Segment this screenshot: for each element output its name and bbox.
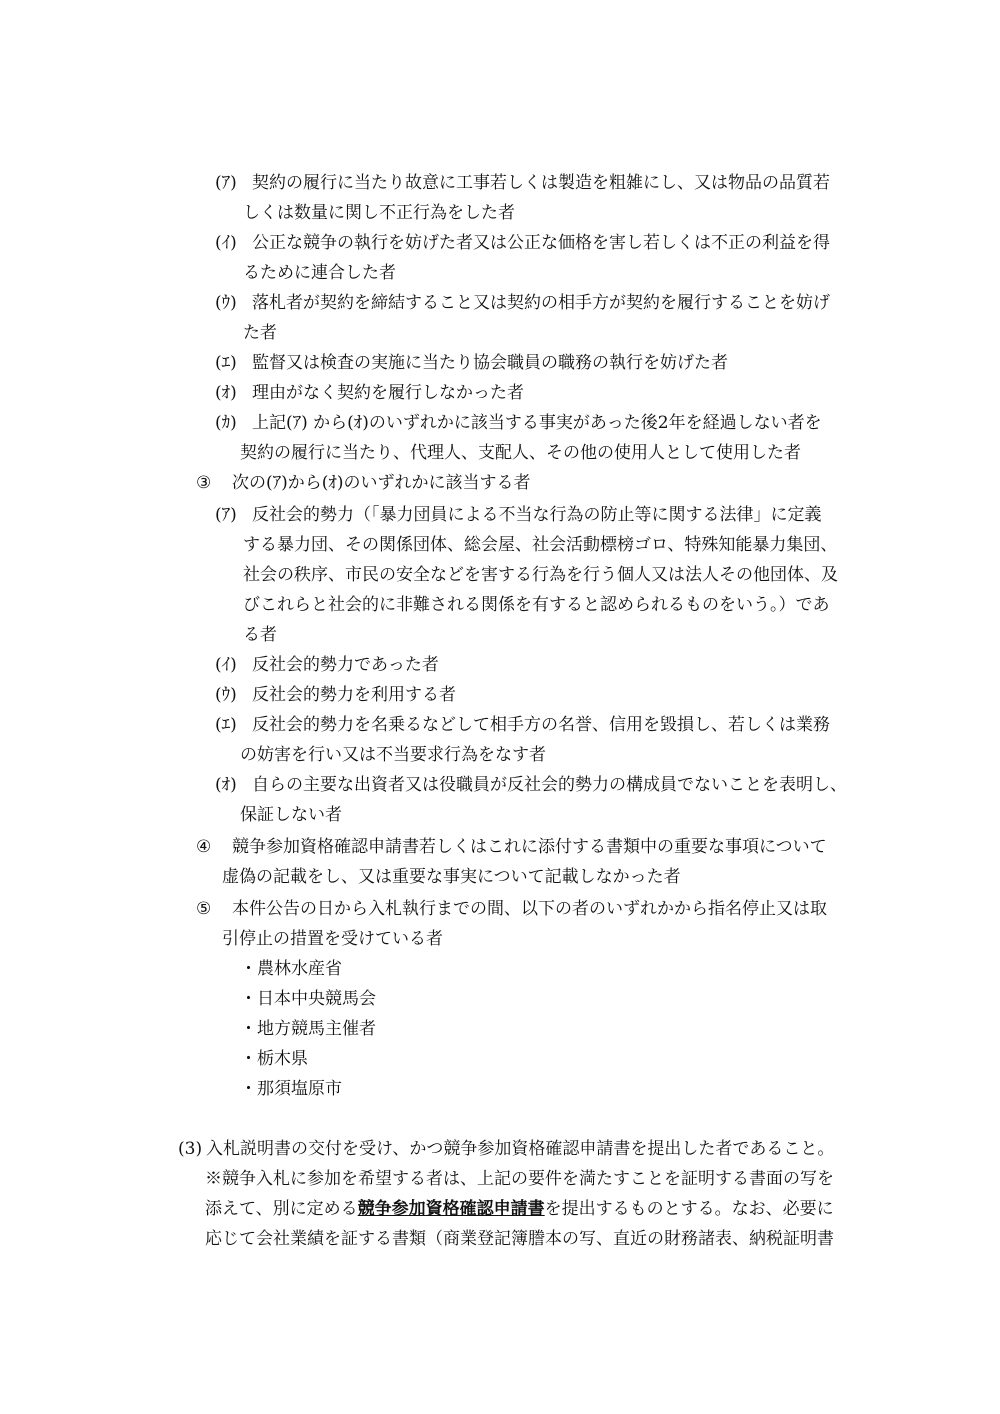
clause-b-cont: るために連合した者 <box>243 263 396 283</box>
item3-clause-a-cont: る者 <box>243 625 277 645</box>
item-text: 次の(ｱ)から(ｵ)のいずれかに該当する者 <box>232 473 531 493</box>
item3-clause-b <box>215 655 439 675</box>
clause-a <box>215 173 830 193</box>
item3-clause-a <box>215 505 822 525</box>
clause-marker: (ｵ) <box>215 383 237 403</box>
item3-clause-a-cont: 社会の秩序、市民の安全などを害する行為を行う個人又は法人その他団体、及 <box>243 565 838 585</box>
item3-clause-e-cont: 保証しない者 <box>240 805 342 825</box>
item-5 <box>196 899 827 919</box>
item3-clause-c <box>215 685 456 705</box>
clause-f <box>215 413 822 433</box>
clause-marker: (ｵ) <box>215 775 237 795</box>
clause-marker: (ｴ) <box>215 715 237 735</box>
item-marker: ③ <box>196 473 212 493</box>
clause-text: 反社会的勢力（「暴力団員による不当な行為の防止等に関する法律」に定義 <box>252 505 822 525</box>
item-marker: ⑤ <box>196 899 212 919</box>
clause-f-cont: 契約の履行に当たり、代理人、支配人、その他の使用人として使用した者 <box>240 443 801 463</box>
clause-marker: (ｳ) <box>215 293 237 313</box>
clause-a-cont: しくは数量に関し不正行為をした者 <box>243 203 515 223</box>
list-item: ・農林水産省 <box>240 959 342 979</box>
clause-text: 反社会的勢力であった者 <box>252 655 439 675</box>
list-item: ・栃木県 <box>240 1049 308 1069</box>
item3-clause-d-cont: の妨害を行い又は不当要求行為をなす者 <box>240 745 546 765</box>
list-item: ・那須塩原市 <box>240 1079 342 1099</box>
clause-text: 監督又は検査の実施に当たり協会職員の職務の執行を妨げた者 <box>252 353 728 373</box>
clause-marker: (ｲ) <box>215 655 237 675</box>
clause-marker: (ｴ) <box>215 353 237 373</box>
item-4 <box>196 837 827 857</box>
item-4-cont: 虚偽の記載をし、又は重要な事実について記載しなかった者 <box>222 867 681 887</box>
section-3 <box>178 1139 834 1159</box>
clause-marker: (ｲ) <box>215 233 237 253</box>
note-text: を提出するものとする。なお、必要に <box>544 1199 834 1219</box>
clause-text: 契約の履行に当たり故意に工事若しくは製造を粗雑にし、又は物品の品質若 <box>252 173 830 193</box>
clause-b <box>215 233 830 253</box>
item3-clause-a-cont: びこれらと社会的に非難される関係を有すると認められるものをいう。）であ <box>243 595 830 615</box>
item-text: 競争参加資格確認申請書若しくはこれに添付する書類中の重要な事項について <box>232 837 827 857</box>
item3-clause-e <box>215 775 847 795</box>
clause-d <box>215 353 728 373</box>
list-item: ・地方競馬主催者 <box>240 1019 376 1039</box>
item3-clause-a-cont: する暴力団、その関係団体、総会屋、社会活動標榜ゴロ、特殊知能暴力集団、 <box>243 535 838 555</box>
note-text: 添えて、別に定める <box>205 1199 358 1219</box>
item-5-cont: 引停止の措置を受けている者 <box>222 929 443 949</box>
clause-marker: (ｱ) <box>215 173 237 193</box>
clause-text: 自らの主要な出資者又は役職員が反社会的勢力の構成員でないことを表明し、 <box>252 775 847 795</box>
clause-text: 上記(ｱ) から(ｵ)のいずれかに該当する事実があった後2年を経過しない者を <box>252 413 822 433</box>
clause-text: 公正な競争の執行を妨げた者又は公正な価格を害し若しくは不正の利益を得 <box>252 233 830 253</box>
application-form-name: 競争参加資格確認申請書 <box>357 1199 545 1219</box>
clause-text: 落札者が契約を締結すること又は契約の相手方が契約を履行することを妨げ <box>252 293 830 313</box>
clause-marker: (ｱ) <box>215 505 237 525</box>
clause-marker: (ｶ) <box>215 413 237 433</box>
list-item: ・日本中央競馬会 <box>240 989 376 1009</box>
clause-e <box>215 383 524 403</box>
item-3 <box>196 473 531 493</box>
clause-c <box>215 293 830 313</box>
section-3-note: ※競争入札に参加を希望する者は、上記の要件を満たすことを証明する書面の写を <box>205 1169 834 1189</box>
section-3-note-cont: 応じて会社業績を証する書類（商業登記簿謄本の写、直近の財務諸表、納税証明書 <box>205 1229 834 1249</box>
clause-c-cont: た者 <box>243 323 277 343</box>
section-text: 入札説明書の交付を受け、かつ競争参加資格確認申請書を提出した者であること。 <box>206 1139 835 1159</box>
item-marker: ④ <box>196 837 212 857</box>
item-text: 本件公告の日から入札執行までの間、以下の者のいずれかから指名停止又は取 <box>232 899 827 919</box>
clause-text: 反社会的勢力を名乗るなどして相手方の名誉、信用を毀損し、若しくは業務 <box>252 715 830 735</box>
clause-marker: (ｳ) <box>215 685 237 705</box>
section-marker: (3) <box>178 1139 203 1159</box>
item3-clause-d <box>215 715 830 735</box>
clause-text: 反社会的勢力を利用する者 <box>252 685 456 705</box>
section-3-note-cont <box>205 1199 834 1219</box>
clause-text: 理由がなく契約を履行しなかった者 <box>252 383 524 403</box>
